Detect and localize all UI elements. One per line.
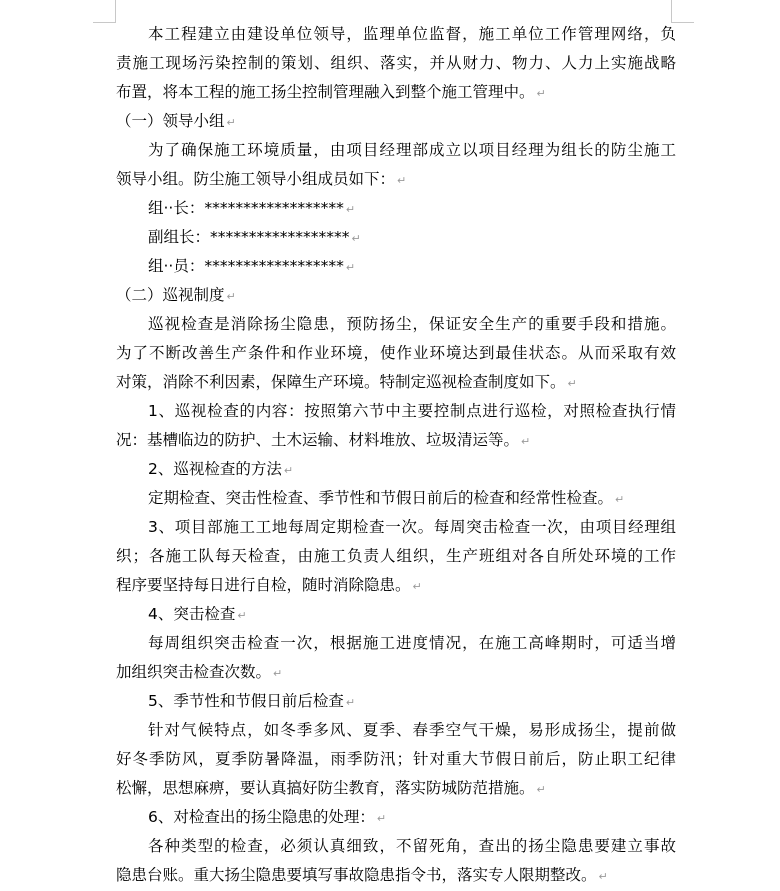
paragraph-mark-icon: ↵ [615, 493, 625, 506]
line-text: 副组长：****************** [148, 228, 350, 246]
line-text: 1、巡视检查的内容：按照第六节中主要控制点进行巡检，对照检查执行情 [148, 402, 676, 420]
text-line [116, 194, 676, 223]
text-line [116, 832, 676, 861]
text-line [116, 136, 676, 165]
text-line [116, 49, 676, 78]
line-text: 况：基槽临边的防护、土木运输、材料堆放、垃圾清运等。 [116, 431, 520, 449]
text-line [116, 426, 676, 455]
line-text: 定期检查、突击性检查、季节性和节假日前后的检查和经常性检查。 [148, 489, 614, 507]
paragraph-mark-icon: ↵ [397, 174, 407, 187]
line-text: 布置，将本工程的施工扬尘控制管理融入到整个施工管理中。 [116, 83, 535, 101]
text-line [116, 339, 676, 368]
text-line [116, 107, 676, 136]
text-line [116, 629, 676, 658]
line-text: 隐患台账。重大扬尘隐患要填写事故隐患指令书，落实专人限期整改。 [116, 866, 597, 884]
line-text: 织；各施工队每天检查，由施工负责人组织，生产班组对各自所处环境的工作 [116, 547, 676, 565]
line-text: 加组织突击检查次数。 [116, 663, 272, 681]
line-text: 2、巡视检查的方法 [148, 460, 282, 478]
paragraph-mark-icon: ↵ [567, 377, 577, 390]
paragraph-mark-icon: ↵ [521, 435, 531, 448]
paragraph-mark-icon: ↵ [345, 696, 356, 709]
page-corner-mark-top-left [93, 0, 116, 23]
document-body[interactable] [116, 20, 676, 890]
line-text: 3、项目部施工工地每周定期检查一次。每周突击检查一次，由项目经理组 [148, 518, 676, 536]
text-line [116, 310, 676, 339]
paragraph-mark-icon: ↵ [598, 870, 608, 883]
text-line [116, 368, 676, 397]
text-line [116, 774, 676, 803]
text-line [116, 484, 676, 513]
line-text: 本工程建立由建设单位领导，监理单位监督，施工单位工作管理网络，负 [148, 25, 676, 43]
line-text: 5、季节性和节假日前后检查 [148, 692, 344, 710]
text-line [116, 78, 676, 107]
line-text: 针对气候特点，如冬季多风、夏季、春季空气干燥，易形成扬尘，提前做 [148, 721, 676, 739]
line-text: 松懈，思想麻痹，要认真搞好防尘教育，落实防城防范措施。 [116, 779, 535, 797]
paragraph-mark-icon: ↵ [237, 609, 247, 622]
text-line [116, 513, 676, 542]
line-text: 程序要坚持每日进行自检，随时消除隐患。 [116, 576, 411, 594]
text-line [116, 571, 676, 600]
text-line [116, 252, 676, 281]
line-text: （一）领导小组 [116, 112, 225, 130]
text-line [116, 455, 676, 484]
line-text: 责施工现场污染控制的策划、组织、落实，并从财力、物力、人力上实施战略 [116, 54, 676, 72]
paragraph-mark-icon: ↵ [226, 290, 236, 303]
text-line [116, 803, 676, 832]
text-line [116, 397, 676, 426]
text-line [116, 687, 676, 716]
line-text: 领导小组。防尘施工领导小组成员如下： [116, 170, 396, 188]
text-line [116, 658, 676, 687]
line-text: 各种类型的检查，必须认真细致，不留死角，查出的扬尘隐患要建立事故 [148, 837, 676, 855]
paragraph-mark-icon: ↵ [345, 261, 356, 274]
line-text: 对策，消除不利因素，保障生产环境。特制定巡视检查制度如下。 [116, 373, 566, 391]
text-line [116, 20, 676, 49]
line-text: 为了不断改善生产条件和作业环境，使作业环境达到最佳状态。从而采取有效 [116, 344, 676, 362]
paragraph-mark-icon: ↵ [273, 667, 283, 680]
line-text: 巡视检查是消除扬尘隐患，预防扬尘，保证安全生产的重要手段和措施。 [148, 315, 676, 333]
text-line [116, 281, 676, 310]
paragraph-mark-icon: ↵ [536, 783, 546, 796]
paragraph-mark-icon: ↵ [226, 116, 236, 129]
line-text: 6、对检查出的扬尘隐患的处理： [148, 808, 375, 826]
text-line [116, 600, 676, 629]
paragraph-mark-icon: ↵ [376, 812, 387, 825]
text-line [116, 861, 676, 890]
line-text: 组··长：****************** [148, 199, 344, 217]
text-line [116, 745, 676, 774]
text-line [116, 542, 676, 571]
line-text: 4、突击检查 [148, 605, 236, 623]
paragraph-mark-icon: ↵ [345, 203, 356, 216]
line-text: 每周组织突击检查一次，根据施工进度情况，在施工高峰期时，可适当增 [148, 634, 676, 652]
paragraph-mark-icon: ↵ [536, 87, 546, 100]
paragraph-mark-icon: ↵ [283, 464, 294, 477]
text-line [116, 165, 676, 194]
line-text: 组··员：****************** [148, 257, 344, 275]
paragraph-mark-icon: ↵ [351, 232, 361, 245]
text-line [116, 716, 676, 745]
line-text: 好冬季防风，夏季防暑降温，雨季防汛；针对重大节假日前后，防止职工纪律 [116, 750, 676, 768]
paragraph-mark-icon: ↵ [412, 580, 422, 593]
line-text: 为了确保施工环境质量，由项目经理部成立以项目经理为组长的防尘施工 [148, 141, 676, 159]
text-line [116, 223, 676, 252]
line-text: （二）巡视制度 [116, 286, 225, 304]
